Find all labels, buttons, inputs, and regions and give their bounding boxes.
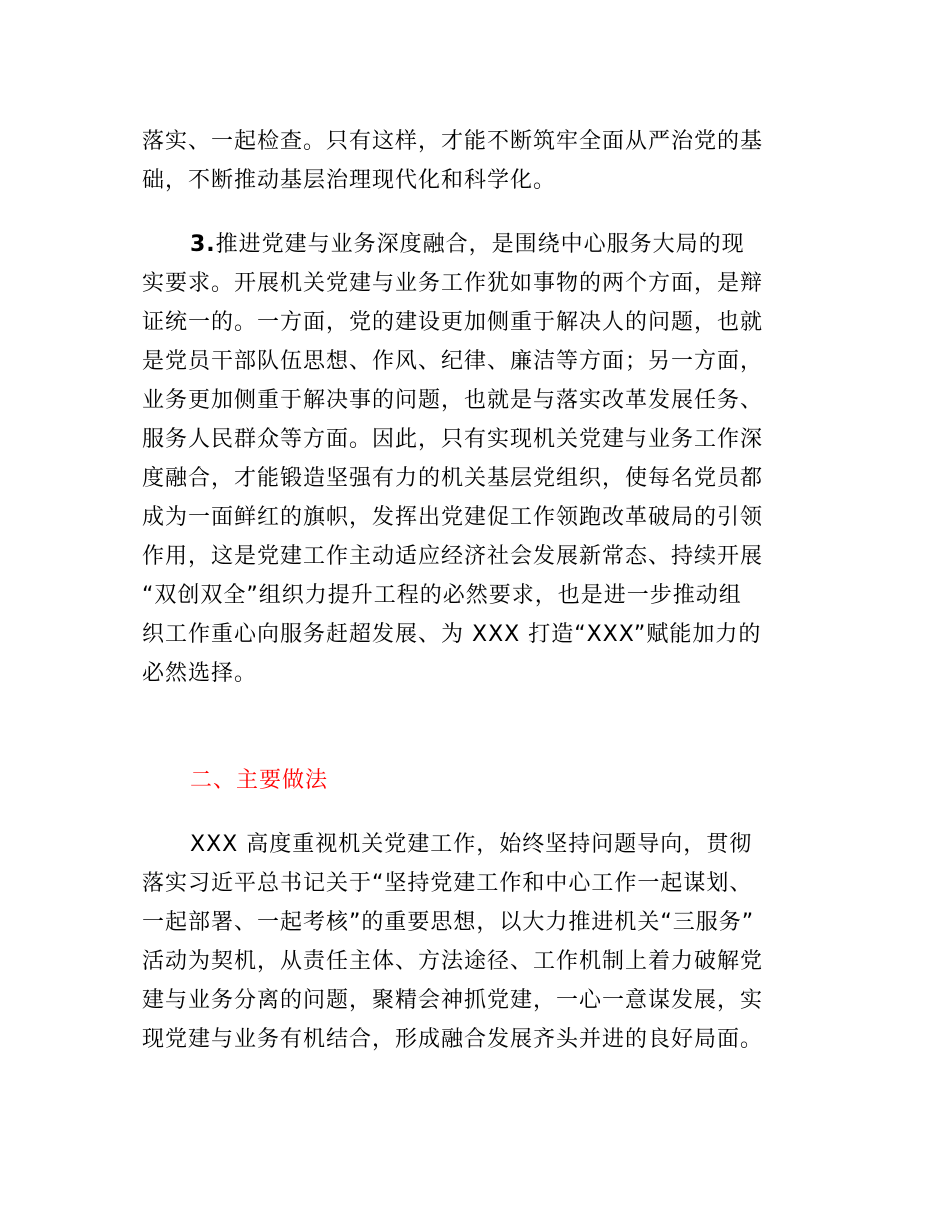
- text-line: 证统一的。一方面，党的建设更加侧重于解决人的问题，也就: [142, 310, 764, 335]
- text-line-first: XXX 高度重视机关党建工作，始终坚持问题导向，贯彻: [190, 832, 753, 857]
- text-line: 成为一面鲜红的旗帜，发挥出党建促工作领跑改革破局的引领: [142, 505, 764, 530]
- text-line: 落实习近平总书记关于“坚持党建工作和中心工作一起谋划、: [142, 871, 753, 896]
- text-line: 度融合，才能锻造坚强有力的机关基层党组织，使每名党员都: [142, 466, 764, 491]
- paragraph-continuation: [142, 122, 822, 200]
- text-line: 服务人民群众等方面。因此，只有实现机关党建与业务工作深: [142, 427, 764, 452]
- text-line: 作用，这是党建工作主动适应经济社会发展新常态、持续开展: [142, 544, 764, 569]
- section-number: 3.: [190, 232, 216, 257]
- text-line: 实要求。开展机关党建与业务工作犹如事物的两个方面，是辩: [142, 271, 764, 296]
- paragraph-section-3: [142, 225, 822, 693]
- text-line: 业务更加侧重于解决事的问题，也就是与落实改革发展任务、: [142, 388, 764, 413]
- paragraph-main-practices: [142, 825, 822, 1059]
- text-line: 活动为契机，从责任主体、方法途径、工作机制上着力破解党: [142, 949, 764, 974]
- text-line: 必然选择。: [142, 661, 258, 686]
- text-line: 现党建与业务有机结合，形成融合发展齐头并进的良好局面。: [142, 1027, 764, 1052]
- text-line: 是党员干部队伍思想、作风、纪律、廉洁等方面；另一方面，: [142, 349, 764, 374]
- text-line-first-rest: 推进党建与业务深度融合，是围绕中心服务大局的现: [215, 232, 745, 257]
- section-heading: 二、主要做法: [190, 768, 329, 793]
- text-line: 建与业务分离的问题，聚精会神抓党建，一心一意谋发展，实: [142, 988, 764, 1013]
- text-line: 落实、一起检查。只有这样，才能不断筑牢全面从严治党的基: [142, 129, 764, 154]
- text-line: 础，不断推动基层治理现代化和科学化。: [142, 168, 557, 193]
- text-line: “双创双全”组织力提升工程的必然要求，也是进一步推动组: [142, 583, 742, 608]
- text-line: 一起部署、一起考核”的重要思想，以大力推进机关“三服务”: [142, 910, 755, 935]
- text-line-first: [142, 225, 822, 264]
- text-line: 织工作重心向服务赶超发展、为 XXX 打造“XXX”赋能加力的: [142, 622, 762, 647]
